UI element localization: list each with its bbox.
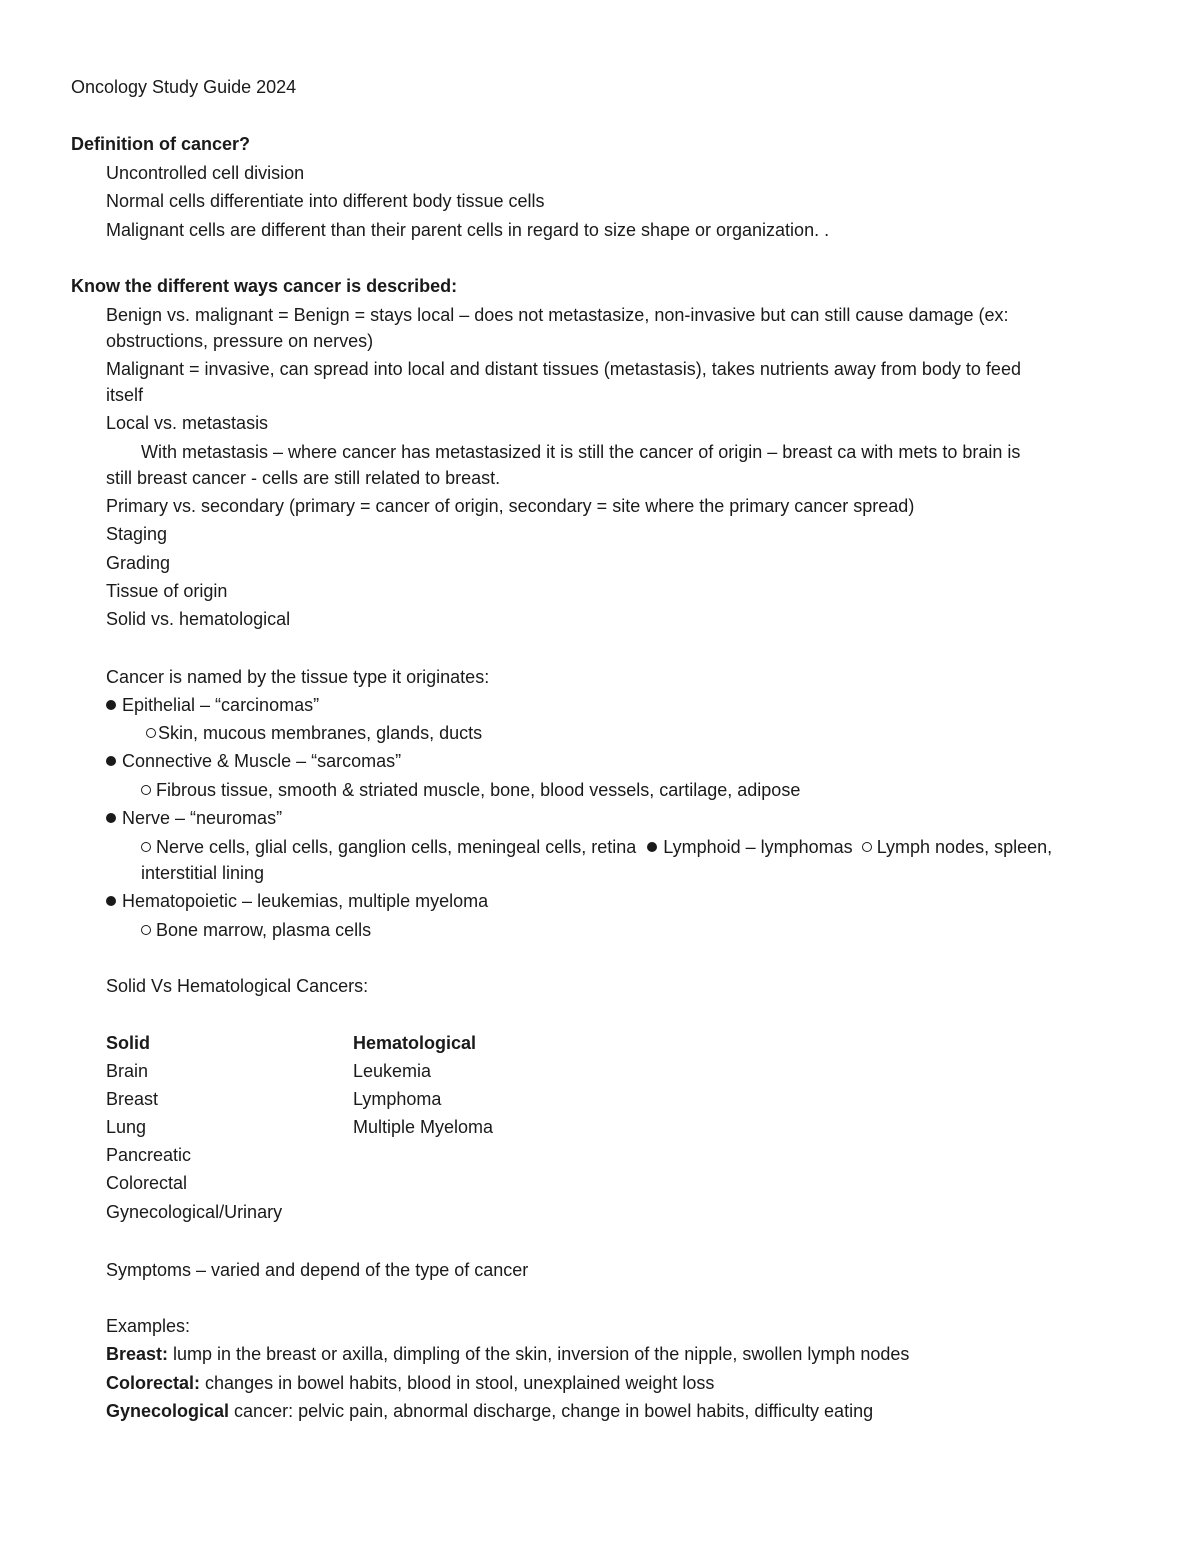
list-item-text: Epithelial – “carcinomas” — [122, 695, 320, 715]
ways-metastasis-line: still breast cancer - cells are still related to breast. — [106, 468, 501, 488]
list-subitem-text: Nerve cells, glial cells, ganglion cells, meningeal cells, retina — [156, 837, 637, 857]
list-subitem-text: Bone marrow, plasma cells — [156, 920, 372, 940]
hematological-item: Multiple Myeloma — [353, 1117, 494, 1137]
examples-label: Examples: — [106, 1316, 191, 1336]
example-breast-label: Breast: — [106, 1344, 169, 1364]
list-item-text: Hematopoietic – leukemias, multiple myeloma — [122, 891, 489, 911]
list-subitem-text: Skin, mucous membranes, glands, ducts — [158, 723, 483, 743]
example-breast — [106, 1342, 909, 1366]
ways-primary: Primary vs. secondary (primary = cancer of origin, secondary = site where the primary cancer spread) — [106, 496, 915, 516]
list-subitem — [141, 918, 371, 942]
solid-item: Brain — [106, 1061, 149, 1081]
example-gynecological — [106, 1399, 873, 1423]
solid-item: Colorectal — [106, 1173, 188, 1193]
list-item — [106, 749, 401, 773]
list-item-text: Lymphoid – lymphomas — [663, 837, 853, 857]
solid-item: Pancreatic — [106, 1145, 192, 1165]
list-subitem-continued: interstitial lining — [141, 863, 265, 883]
bullet-icon — [106, 896, 116, 906]
ways-malignant-line: Malignant = invasive, can spread into local and distant tissues (metastasis), takes nutrients away from body to feed — [106, 359, 1021, 379]
example-colorectal-text: changes in bowel habits, blood in stool, unexplained weight loss — [200, 1373, 715, 1393]
list-subitem-text: Lymph nodes, spleen, — [876, 837, 1053, 857]
example-colorectal — [106, 1371, 714, 1395]
ways-malignant-line: itself — [106, 385, 144, 405]
bullet-icon — [106, 700, 116, 710]
ways-tissue: Tissue of origin — [106, 581, 228, 601]
list-item-text: Connective & Muscle – “sarcomas” — [122, 751, 402, 771]
hematological-column-header: Hematological — [353, 1033, 477, 1053]
example-gynecological-text: cancer: pelvic pain, abnormal discharge, change in bowel habits, difficulty eating — [229, 1401, 874, 1421]
definition-heading: Definition of cancer? — [71, 134, 251, 154]
ways-local: Local vs. metastasis — [106, 413, 269, 433]
list-item-text: Nerve – “neuromas” — [122, 808, 283, 828]
example-breast-text: lump in the breast or axilla, dimpling of the skin, inversion of the nipple, swollen lymph nodes — [168, 1344, 910, 1364]
ways-metastasis-line: With metastasis – where cancer has metastasized it is still the cancer of origin – breast ca with mets to brain is — [141, 442, 1021, 462]
ways-benign-line: Benign vs. malignant = Benign = stays local – does not metastasize, non-invasive but can still cause damage (ex: — [106, 305, 1009, 325]
bullet-icon — [106, 756, 116, 766]
ways-solid: Solid vs. hematological — [106, 609, 291, 629]
hollow-bullet-icon — [862, 842, 872, 852]
list-item — [106, 806, 282, 830]
list-subitem-text: Fibrous tissue, smooth & striated muscle, bone, blood vessels, cartilage, adipose — [156, 780, 801, 800]
definition-line: Normal cells differentiate into different body tissue cells — [106, 191, 545, 211]
hollow-bullet-icon — [141, 925, 151, 935]
ways-benign-line: obstructions, pressure on nerves) — [106, 331, 374, 351]
solid-column-header: Solid — [106, 1033, 150, 1053]
hollow-bullet-icon — [141, 785, 151, 795]
solid-hema-intro: Solid Vs Hematological Cancers: — [106, 976, 369, 996]
list-subitem — [141, 835, 1052, 859]
ways-grading: Grading — [106, 553, 171, 573]
bullet-icon — [106, 813, 116, 823]
list-subitem — [146, 721, 482, 745]
named-intro: Cancer is named by the tissue type it originates: — [106, 667, 490, 687]
hematological-item: Leukemia — [353, 1061, 432, 1081]
solid-item: Lung — [106, 1117, 147, 1137]
hollow-bullet-icon — [146, 728, 156, 738]
definition-line: Malignant cells are different than their parent cells in regard to size shape or organization. . — [106, 220, 830, 240]
list-item — [106, 889, 488, 913]
bullet-icon — [647, 842, 657, 852]
solid-item: Gynecological/Urinary — [106, 1202, 283, 1222]
document-title: Oncology Study Guide 2024 — [71, 77, 297, 97]
list-subitem — [141, 778, 800, 802]
example-colorectal-label: Colorectal: — [106, 1373, 201, 1393]
ways-staging: Staging — [106, 524, 168, 544]
hematological-item: Lymphoma — [353, 1089, 442, 1109]
example-gynecological-label: Gynecological — [106, 1401, 230, 1421]
hollow-bullet-icon — [141, 842, 151, 852]
solid-item: Breast — [106, 1089, 159, 1109]
symptoms-line: Symptoms – varied and depend of the type of cancer — [106, 1260, 529, 1280]
list-item — [106, 693, 319, 717]
ways-heading: Know the different ways cancer is described: — [71, 276, 458, 296]
definition-line: Uncontrolled cell division — [106, 163, 305, 183]
